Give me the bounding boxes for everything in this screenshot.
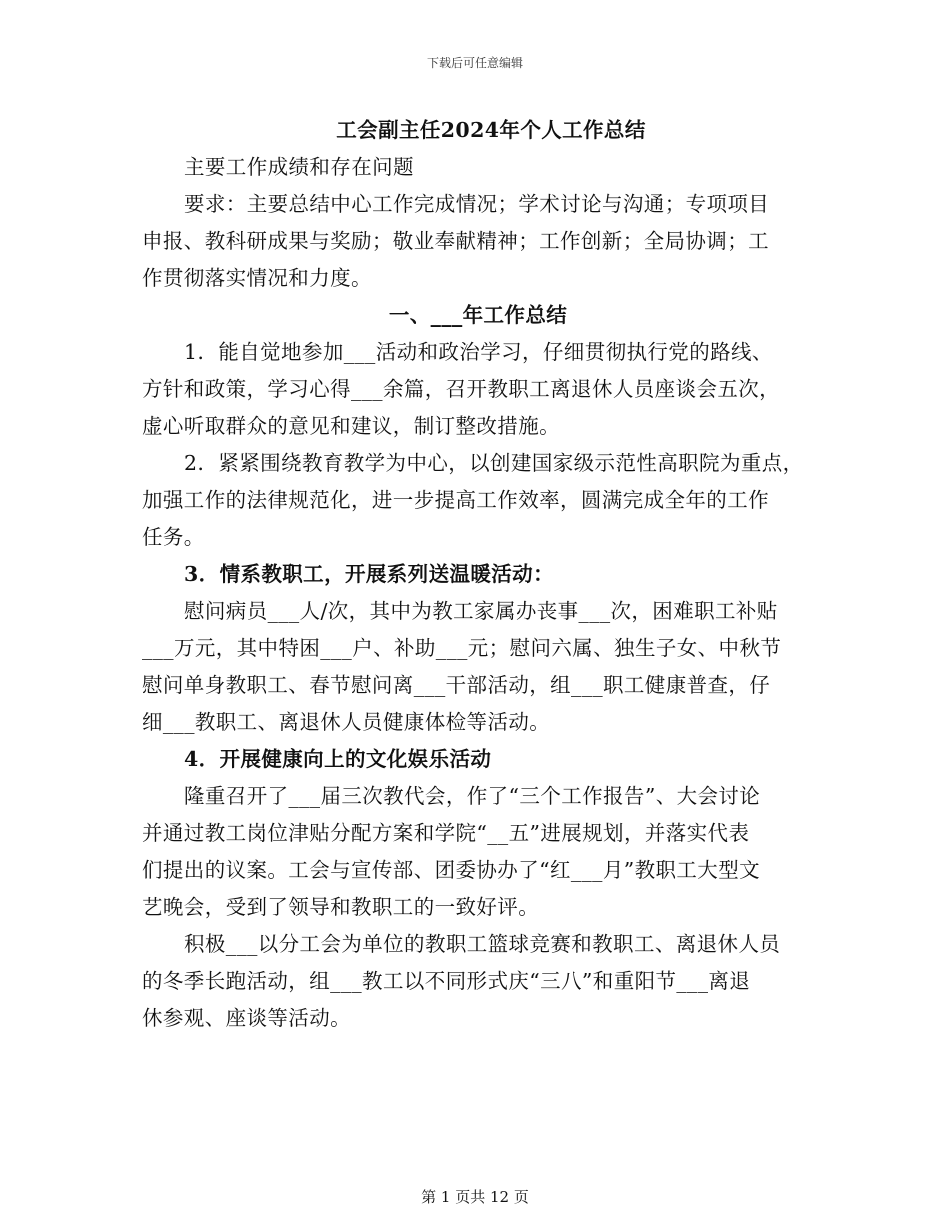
section-heading: 一、___年工作总结	[388, 303, 568, 327]
paragraph-line: 细___教职工、离退休人员健康体检等活动。	[142, 710, 551, 734]
paragraph-line: 要求：主要总结中心工作完成情况；学术讨论与沟通；专项项目	[184, 192, 770, 216]
paragraph-line: 虚心听取群众的意见和建议，制订整改措施。	[142, 414, 560, 438]
paragraph-line: 积极___以分工会为单位的教职工篮球竞赛和教职工、离退休人员	[184, 932, 781, 956]
paragraph-line: 艺晚会，受到了领导和教职工的一致好评。	[142, 895, 540, 919]
paragraph-line: 们提出的议案。工会与宣传部、团委协办了“红___月”教职工大型文	[142, 858, 761, 882]
page-number: 第 1 页共 12 页	[421, 1188, 529, 1206]
paragraph-line: 慰问病员___人/次，其中为教工家属办丧事___次，困难职工补贴	[184, 599, 778, 623]
paragraph-line: 任务。	[142, 525, 205, 549]
paragraph-line: 1．能自觉地参加___活动和政治学习，仔细贯彻执行党的路线、	[184, 340, 773, 364]
requirement-paragraph	[142, 186, 814, 297]
paragraph-line: 休参观、座谈等活动。	[142, 1006, 351, 1030]
paragraph-line: 2．紧紧围绕教育教学为中心，以创建国家级示范性高职院为重点，	[184, 451, 804, 475]
item3-paragraph	[142, 593, 814, 741]
paragraph-line: 加强工作的法律规范化，进一步提高工作效率，圆满完成全年的工作	[142, 488, 769, 512]
paragraph-line: 慰问单身教职工、春节慰问离___干部活动，组___职工健康普查，仔	[142, 673, 771, 697]
paragraph-line: 并通过教工岗位津贴分配方案和学院“__五”进展规划，并落实代表	[142, 821, 750, 845]
paragraph-line: ___万元，其中特困___户、补助___元；慰问六属、独生子女、中秋节	[142, 636, 782, 660]
item4-paragraph-1	[142, 778, 814, 926]
paragraph-line: 的冬季长跑活动，组___教工以不同形式庆“三八”和重阳节___离退	[142, 969, 751, 993]
item3-heading: 3．情系教职工，开展系列送温暖活动：	[184, 562, 554, 586]
document-title: 工会副主任2024年个人工作总结	[336, 118, 646, 142]
document-subtitle: 主要工作成绩和存在问题	[184, 155, 414, 179]
document-body	[142, 112, 814, 1037]
item4-paragraph-2	[142, 926, 814, 1037]
paragraph-line: 申报、教科研成果与奖励；敬业奉献精神；工作创新；全局协调；工	[142, 229, 769, 253]
paragraph-line: 作贯彻落实情况和力度。	[142, 266, 372, 290]
item1-paragraph	[142, 334, 814, 445]
paragraph-line: 方针和政策，学习心得___余篇，召开教职工离退休人员座谈会五次，	[142, 377, 781, 401]
header-note: 下载后可任意编辑	[426, 56, 523, 70]
item2-paragraph	[142, 445, 814, 556]
item4-heading: 4．开展健康向上的文化娱乐活动	[184, 747, 492, 771]
paragraph-line: 隆重召开了___届三次教代会，作了“三个工作报告”、大会讨论	[184, 784, 761, 808]
